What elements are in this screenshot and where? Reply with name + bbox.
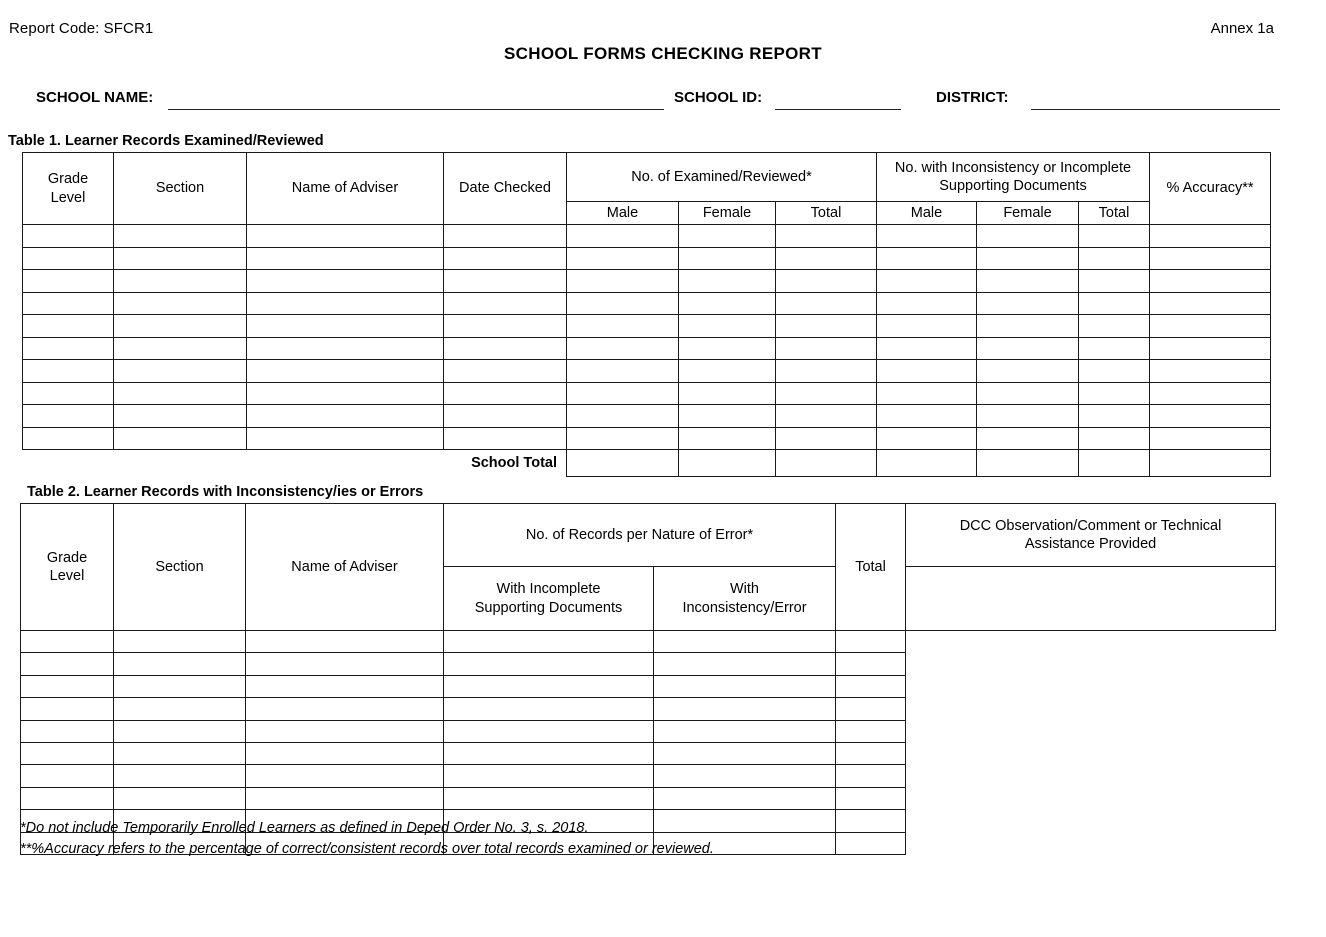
cell2-with-incomplete[interactable] bbox=[444, 787, 654, 809]
cell-inconsistency-total[interactable] bbox=[1079, 337, 1150, 360]
cell2-total[interactable] bbox=[836, 720, 906, 742]
cell2-grade-level[interactable] bbox=[21, 698, 114, 720]
cell-inconsistency-male[interactable] bbox=[877, 225, 977, 248]
th-examined-female: Female bbox=[679, 202, 776, 225]
cell-inconsistency-female[interactable] bbox=[977, 270, 1079, 293]
cell2-name-of-adviser[interactable] bbox=[246, 720, 444, 742]
table-row bbox=[23, 315, 1271, 338]
cell-examined-male[interactable] bbox=[567, 382, 679, 405]
school-name-label: SCHOOL NAME: bbox=[36, 89, 154, 106]
cell-examined-total[interactable] bbox=[776, 405, 877, 428]
cell2-name-of-adviser[interactable] bbox=[246, 631, 444, 653]
table1-body bbox=[23, 225, 1271, 450]
cell2-with-inconsistency[interactable] bbox=[654, 698, 836, 720]
cell-examined-male[interactable] bbox=[567, 315, 679, 338]
school-total-exam-male[interactable] bbox=[567, 450, 679, 477]
school-id-label: SCHOOL ID: bbox=[674, 89, 763, 106]
cell-examined-male[interactable] bbox=[567, 247, 679, 270]
cell-examined-total[interactable] bbox=[776, 427, 877, 450]
cell-inconsistency-female[interactable] bbox=[977, 405, 1079, 428]
table2-header bbox=[21, 504, 1276, 631]
cell-grade-level[interactable] bbox=[23, 360, 114, 383]
cell-date-checked[interactable] bbox=[444, 337, 567, 360]
cell-inconsistency-male[interactable] bbox=[877, 315, 977, 338]
cell2-total[interactable] bbox=[836, 810, 906, 832]
cell-section[interactable] bbox=[114, 292, 247, 315]
table-row bbox=[23, 225, 1271, 248]
th2-inconsistency-line2: Inconsistency/Error bbox=[682, 599, 807, 616]
cell-examined-total[interactable] bbox=[776, 315, 877, 338]
th-examined-male: Male bbox=[567, 202, 679, 225]
cell2-total[interactable] bbox=[836, 765, 906, 787]
cell-accuracy[interactable] bbox=[1150, 337, 1271, 360]
th-inconsistency-group-line1: No. with Inconsistency or Incomplete bbox=[894, 159, 1132, 176]
cell-examined-total[interactable] bbox=[776, 337, 877, 360]
th-examined-group: No. of Examined/Reviewed* bbox=[567, 153, 877, 202]
cell-section[interactable] bbox=[114, 427, 247, 450]
cell-name-of-adviser[interactable] bbox=[247, 337, 444, 360]
cell-examined-male[interactable] bbox=[567, 360, 679, 383]
cell2-with-inconsistency[interactable] bbox=[654, 810, 836, 832]
cell2-section[interactable] bbox=[114, 675, 246, 697]
th2-total: Total bbox=[836, 504, 906, 631]
cell-inconsistency-total[interactable] bbox=[1079, 292, 1150, 315]
th2-incomplete-line1: With Incomplete bbox=[496, 581, 601, 598]
cell-inconsistency-female[interactable] bbox=[977, 225, 1079, 248]
cell-grade-level[interactable] bbox=[23, 247, 114, 270]
footnote-one: *Do not include Temporarily Enrolled Learners as defined in Deped Order No. 3, s. 2018. bbox=[20, 820, 589, 836]
table-row bbox=[21, 698, 1276, 720]
cell-name-of-adviser[interactable] bbox=[247, 315, 444, 338]
th-inconsistency-group-line2: Supporting Documents bbox=[939, 178, 1087, 194]
cell-inconsistency-total[interactable] bbox=[1079, 382, 1150, 405]
cell-inconsistency-male[interactable] bbox=[877, 427, 977, 450]
cell2-name-of-adviser[interactable] bbox=[246, 698, 444, 720]
cell-accuracy[interactable] bbox=[1150, 405, 1271, 428]
cell-name-of-adviser[interactable] bbox=[247, 247, 444, 270]
cell-name-of-adviser[interactable] bbox=[247, 360, 444, 383]
cell-inconsistency-male[interactable] bbox=[877, 405, 977, 428]
cell2-name-of-adviser[interactable] bbox=[246, 675, 444, 697]
cell-date-checked[interactable] bbox=[444, 225, 567, 248]
cell-section[interactable] bbox=[114, 360, 247, 383]
cell2-total[interactable] bbox=[836, 675, 906, 697]
th-grade-level-line2: Level bbox=[50, 189, 86, 206]
cell-grade-level[interactable] bbox=[23, 270, 114, 293]
th2-dcc-line2: Assistance Provided bbox=[1024, 536, 1157, 552]
cell-grade-level[interactable] bbox=[23, 315, 114, 338]
th-date-checked: Date Checked bbox=[444, 153, 567, 225]
table2-caption: Table 2. Learner Records with Inconsistency/ies or Errors bbox=[27, 484, 424, 500]
report-code: Report Code: SFCR1 bbox=[9, 20, 154, 37]
footnote-two: **%Accuracy refers to the percentage of correct/consistent records over total records examined or reviewed. bbox=[20, 841, 714, 857]
school-total-inc-female[interactable] bbox=[977, 450, 1079, 477]
cell-examined-female[interactable] bbox=[679, 247, 776, 270]
table-row bbox=[21, 653, 1276, 675]
cell2-name-of-adviser[interactable] bbox=[246, 787, 444, 809]
cell-examined-female[interactable] bbox=[679, 337, 776, 360]
table-row bbox=[21, 720, 1276, 742]
cell2-section[interactable] bbox=[114, 787, 246, 809]
cell-inconsistency-total[interactable] bbox=[1079, 405, 1150, 428]
cell-accuracy[interactable] bbox=[1150, 382, 1271, 405]
cell-accuracy[interactable] bbox=[1150, 427, 1271, 450]
school-total-exam-total[interactable] bbox=[776, 450, 877, 477]
cell2-grade-level[interactable] bbox=[21, 787, 114, 809]
cell2-grade-level[interactable] bbox=[21, 720, 114, 742]
cell-name-of-adviser[interactable] bbox=[247, 382, 444, 405]
cell-date-checked[interactable] bbox=[444, 360, 567, 383]
cell-examined-female[interactable] bbox=[679, 270, 776, 293]
cell-date-checked[interactable] bbox=[444, 247, 567, 270]
table-row bbox=[23, 360, 1271, 383]
cell2-total[interactable] bbox=[836, 742, 906, 764]
cell-examined-male[interactable] bbox=[567, 405, 679, 428]
cell2-grade-level[interactable] bbox=[21, 631, 114, 653]
cell2-section[interactable] bbox=[114, 765, 246, 787]
th-grade-level bbox=[23, 153, 114, 225]
cell-date-checked[interactable] bbox=[444, 315, 567, 338]
cell-inconsistency-male[interactable] bbox=[877, 247, 977, 270]
th-name-of-adviser: Name of Adviser bbox=[247, 153, 444, 225]
cell2-with-incomplete[interactable] bbox=[444, 720, 654, 742]
cell-date-checked[interactable] bbox=[444, 382, 567, 405]
cell-examined-female[interactable] bbox=[679, 427, 776, 450]
cell-section[interactable] bbox=[114, 337, 247, 360]
cell-examined-total[interactable] bbox=[776, 225, 877, 248]
th2-grade-level bbox=[21, 504, 114, 631]
cell2-with-inconsistency[interactable] bbox=[654, 675, 836, 697]
cell-examined-female[interactable] bbox=[679, 360, 776, 383]
cell-accuracy[interactable] bbox=[1150, 247, 1271, 270]
cell-section[interactable] bbox=[114, 405, 247, 428]
cell-date-checked[interactable] bbox=[444, 292, 567, 315]
cell2-name-of-adviser[interactable] bbox=[246, 742, 444, 764]
cell-section[interactable] bbox=[114, 270, 247, 293]
table-row bbox=[23, 337, 1271, 360]
table1-footer bbox=[23, 450, 1271, 477]
cell2-section[interactable] bbox=[114, 742, 246, 764]
cell-inconsistency-total[interactable] bbox=[1079, 270, 1150, 293]
cell2-total[interactable] bbox=[836, 787, 906, 809]
cell2-section[interactable] bbox=[114, 653, 246, 675]
cell2-with-inconsistency[interactable] bbox=[654, 720, 836, 742]
table-row bbox=[23, 247, 1271, 270]
cell2-grade-level[interactable] bbox=[21, 742, 114, 764]
cell-inconsistency-total[interactable] bbox=[1079, 247, 1150, 270]
table1-caption: Table 1. Learner Records Examined/Reviewed bbox=[8, 133, 324, 149]
cell-examined-total[interactable] bbox=[776, 247, 877, 270]
cell-examined-total[interactable] bbox=[776, 270, 877, 293]
cell-inconsistency-total[interactable] bbox=[1079, 315, 1150, 338]
th-inconsistency-group bbox=[877, 153, 1150, 202]
cell2-with-inconsistency[interactable] bbox=[654, 631, 836, 653]
cell-accuracy[interactable] bbox=[1150, 270, 1271, 293]
cell2-section[interactable] bbox=[114, 631, 246, 653]
th2-dcc-line1: DCC Observation/Comment or Technical bbox=[959, 517, 1222, 534]
cell-inconsistency-total[interactable] bbox=[1079, 225, 1150, 248]
page-title: SCHOOL FORMS CHECKING REPORT bbox=[504, 44, 822, 63]
school-total-inc-total[interactable] bbox=[1079, 450, 1150, 477]
cell-name-of-adviser[interactable] bbox=[247, 225, 444, 248]
cell-accuracy[interactable] bbox=[1150, 292, 1271, 315]
table-row bbox=[21, 742, 1276, 764]
cell2-with-inconsistency[interactable] bbox=[654, 787, 836, 809]
cell-name-of-adviser[interactable] bbox=[247, 427, 444, 450]
table-row bbox=[21, 765, 1276, 787]
th2-incomplete-line2: Supporting Documents bbox=[474, 599, 623, 616]
cell2-total[interactable] bbox=[836, 653, 906, 675]
cell-grade-level[interactable] bbox=[23, 225, 114, 248]
cell-section[interactable] bbox=[114, 247, 247, 270]
cell-section[interactable] bbox=[114, 225, 247, 248]
cell-name-of-adviser[interactable] bbox=[247, 292, 444, 315]
cell2-with-inconsistency[interactable] bbox=[654, 765, 836, 787]
cell-inconsistency-female[interactable] bbox=[977, 337, 1079, 360]
table2-learner-records-with-errors bbox=[20, 503, 1276, 855]
cell-examined-male[interactable] bbox=[567, 337, 679, 360]
table-row bbox=[23, 292, 1271, 315]
annex-label: Annex 1a bbox=[1210, 20, 1274, 37]
cell2-name-of-adviser[interactable] bbox=[246, 765, 444, 787]
school-total-accuracy[interactable] bbox=[1150, 450, 1271, 477]
cell-name-of-adviser[interactable] bbox=[247, 405, 444, 428]
th2-inconsistency-line1: With bbox=[730, 581, 759, 598]
cell-examined-male[interactable] bbox=[567, 427, 679, 450]
table-row bbox=[23, 427, 1271, 450]
table1-header bbox=[23, 153, 1271, 225]
district-field[interactable] bbox=[1031, 109, 1280, 110]
th-grade-level-line1: Grade bbox=[47, 171, 89, 188]
cell-examined-female[interactable] bbox=[679, 292, 776, 315]
cell-date-checked[interactable] bbox=[444, 270, 567, 293]
cell-inconsistency-female[interactable] bbox=[977, 360, 1079, 383]
th2-grade-level-line1: Grade bbox=[46, 549, 88, 566]
cell-inconsistency-male[interactable] bbox=[877, 360, 977, 383]
table1-school-total-row bbox=[23, 450, 1271, 477]
cell-inconsistency-female[interactable] bbox=[977, 382, 1079, 405]
cell-examined-male[interactable] bbox=[567, 225, 679, 248]
cell2-with-incomplete[interactable] bbox=[444, 675, 654, 697]
cell-accuracy[interactable] bbox=[1150, 315, 1271, 338]
cell-examined-female[interactable] bbox=[679, 405, 776, 428]
table-row bbox=[23, 270, 1271, 293]
th-accuracy: % Accuracy** bbox=[1150, 153, 1271, 225]
cell2-with-incomplete[interactable] bbox=[444, 653, 654, 675]
cell2-section[interactable] bbox=[114, 698, 246, 720]
school-total-inc-male[interactable] bbox=[877, 450, 977, 477]
cell-inconsistency-female[interactable] bbox=[977, 292, 1079, 315]
cell-examined-total[interactable] bbox=[776, 360, 877, 383]
th-inconsistency-female: Female bbox=[977, 202, 1079, 225]
cell2-total[interactable] bbox=[836, 832, 906, 854]
cell2-with-incomplete[interactable] bbox=[444, 631, 654, 653]
cell2-grade-level[interactable] bbox=[21, 765, 114, 787]
th2-with-incomplete bbox=[444, 567, 654, 631]
cell2-with-inconsistency[interactable] bbox=[654, 742, 836, 764]
th2-grade-level-line2: Level bbox=[49, 568, 85, 584]
cell-examined-female[interactable] bbox=[679, 225, 776, 248]
cell2-section[interactable] bbox=[114, 720, 246, 742]
school-name-field[interactable] bbox=[168, 109, 664, 110]
th2-with-inconsistency bbox=[654, 567, 836, 631]
cell-inconsistency-male[interactable] bbox=[877, 337, 977, 360]
cell-grade-level[interactable] bbox=[23, 382, 114, 405]
th-section: Section bbox=[114, 153, 247, 225]
th-examined-total: Total bbox=[776, 202, 877, 225]
cell-inconsistency-female[interactable] bbox=[977, 315, 1079, 338]
table-row bbox=[21, 787, 1276, 809]
school-total-label: School Total bbox=[471, 454, 557, 471]
th-inconsistency-total: Total bbox=[1079, 202, 1150, 225]
cell-examined-total[interactable] bbox=[776, 382, 877, 405]
cell-grade-level[interactable] bbox=[23, 427, 114, 450]
table-row bbox=[21, 675, 1276, 697]
cell-inconsistency-male[interactable] bbox=[877, 270, 977, 293]
cell-accuracy[interactable] bbox=[1150, 225, 1271, 248]
cell-inconsistency-male[interactable] bbox=[877, 382, 977, 405]
cell-date-checked[interactable] bbox=[444, 427, 567, 450]
table-row bbox=[21, 631, 1276, 653]
cell2-total[interactable] bbox=[836, 631, 906, 653]
th2-nature-group: No. of Records per Nature of Error* bbox=[444, 504, 836, 567]
cell-grade-level[interactable] bbox=[23, 337, 114, 360]
th2-dcc-observation bbox=[906, 504, 1276, 567]
school-info-line bbox=[0, 89, 1326, 115]
cell-inconsistency-female[interactable] bbox=[977, 247, 1079, 270]
th2-section: Section bbox=[114, 504, 246, 631]
cell2-with-incomplete[interactable] bbox=[444, 765, 654, 787]
cell2-total[interactable] bbox=[836, 698, 906, 720]
table-row bbox=[23, 405, 1271, 428]
district-label: DISTRICT: bbox=[936, 89, 1009, 106]
th-inconsistency-male: Male bbox=[877, 202, 977, 225]
cell-inconsistency-female[interactable] bbox=[977, 427, 1079, 450]
cell-date-checked[interactable] bbox=[444, 405, 567, 428]
cell-name-of-adviser[interactable] bbox=[247, 270, 444, 293]
cell-inconsistency-total[interactable] bbox=[1079, 427, 1150, 450]
cell-inconsistency-male[interactable] bbox=[877, 292, 977, 315]
cell2-with-incomplete[interactable] bbox=[444, 742, 654, 764]
table1-learner-records-examined bbox=[22, 152, 1271, 477]
cell-grade-level[interactable] bbox=[23, 405, 114, 428]
cell-examined-male[interactable] bbox=[567, 292, 679, 315]
cell2-grade-level[interactable] bbox=[21, 653, 114, 675]
cell2-name-of-adviser[interactable] bbox=[246, 653, 444, 675]
cell2-with-inconsistency[interactable] bbox=[654, 653, 836, 675]
cell2-with-incomplete[interactable] bbox=[444, 698, 654, 720]
th2-name-of-adviser: Name of Adviser bbox=[246, 504, 444, 631]
cell-section[interactable] bbox=[114, 315, 247, 338]
dcc-observation-cell[interactable] bbox=[906, 567, 1276, 631]
school-id-field[interactable] bbox=[775, 109, 901, 110]
school-total-exam-female[interactable] bbox=[679, 450, 776, 477]
cell-examined-male[interactable] bbox=[567, 270, 679, 293]
cell-accuracy[interactable] bbox=[1150, 360, 1271, 383]
cell-grade-level[interactable] bbox=[23, 292, 114, 315]
cell-examined-total[interactable] bbox=[776, 292, 877, 315]
cell-examined-female[interactable] bbox=[679, 315, 776, 338]
cell-inconsistency-total[interactable] bbox=[1079, 360, 1150, 383]
cell2-grade-level[interactable] bbox=[21, 675, 114, 697]
cell-examined-female[interactable] bbox=[679, 382, 776, 405]
table-row bbox=[23, 382, 1271, 405]
cell-section[interactable] bbox=[114, 382, 247, 405]
